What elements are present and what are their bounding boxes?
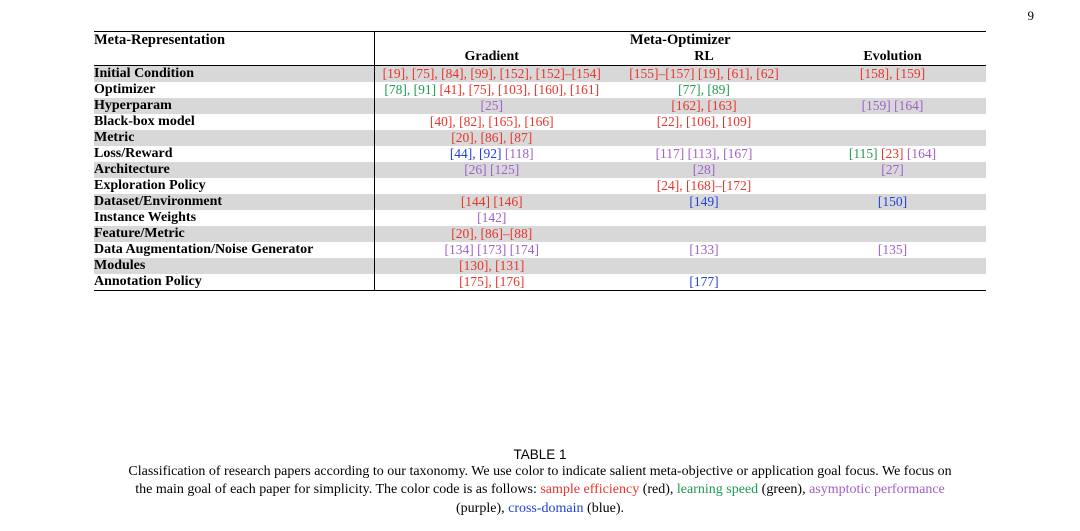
citation-group: [133] (689, 242, 719, 257)
table-row (94, 130, 986, 146)
citation-group: [159] [164] (861, 98, 924, 113)
citation-group: [25] (480, 98, 503, 113)
citation-group: [142] (477, 210, 507, 225)
cell-rl (609, 274, 799, 291)
row-label: Hyperparam (94, 98, 374, 114)
citation-group: [150] (877, 194, 908, 209)
cell-rl (609, 98, 799, 114)
citation-group: [28] (692, 162, 716, 177)
cell-gradient (374, 242, 609, 258)
row-label: Black-box model (94, 114, 195, 129)
taxonomy-table (94, 31, 986, 291)
citation-group: [158], [159] (859, 66, 926, 81)
cell-evolution (799, 178, 986, 194)
cell-rl (609, 178, 799, 194)
row-label: Feature/Metric (94, 226, 374, 242)
caption-line-3-pre: (purple), (456, 500, 509, 516)
row-label: Loss/Reward (94, 146, 173, 161)
citation-group: [19], [61], [62] (697, 66, 779, 81)
caption-learning-speed: learning speed (676, 482, 759, 498)
table-row (94, 66, 986, 83)
caption-asymptotic-performance: asymptotic performance (809, 482, 945, 498)
row-label: Optimizer (94, 82, 156, 97)
table-row (94, 242, 986, 258)
header-meta-optimizer: Meta-Optimizer (374, 32, 986, 50)
citation-group: [40], [82], [165], [166] (429, 114, 554, 129)
page-number: 9 (1027, 8, 1034, 23)
row-label: Architecture (94, 162, 374, 178)
citation-group: [20], [86]–[88] (451, 226, 533, 241)
row-label: Annotation Policy (94, 274, 374, 291)
row-label: Initial Condition (94, 66, 374, 83)
cell-gradient (374, 210, 609, 226)
citation-group: [115] (848, 146, 878, 161)
cell-rl (609, 226, 799, 242)
cell-rl (609, 162, 799, 178)
cell-gradient (374, 130, 609, 146)
citation-group: [22], [106], [109] (656, 114, 752, 129)
table-row (94, 98, 986, 114)
citation-group: [44], [92] (449, 146, 502, 161)
table-row (94, 194, 986, 210)
caption-cross-domain: cross-domain (508, 500, 584, 516)
citation-group: [118] (504, 146, 534, 161)
cell-gradient (374, 82, 609, 98)
citation-group: [175], [176] (459, 274, 525, 289)
caption-mid-2: (green), (758, 482, 810, 498)
cell-gradient (374, 98, 609, 114)
cell-gradient (374, 226, 609, 242)
citation-group: [27] (881, 162, 904, 177)
cell-evolution (799, 274, 986, 291)
table-row (94, 178, 986, 194)
cell-evolution (799, 146, 986, 162)
caption-line-1: Classification of research papers according to our taxonomy. We use color to indicate salient meta-objective or application goal focus. We focus on (128, 464, 952, 479)
citation-group: [130], [131] (459, 258, 525, 273)
row-label: Instance Weights (94, 210, 197, 225)
citation-group: [41], [75], [103], [160], [161] (439, 82, 600, 97)
citation-group: [20], [86], [87] (451, 130, 533, 145)
cell-evolution (799, 66, 986, 83)
cell-rl (609, 114, 799, 130)
cell-evolution (799, 162, 986, 178)
subheader-spacer (94, 49, 374, 66)
citation-group: [19], [75], [84], [99], [152], [152]–[154] (382, 66, 601, 81)
citation-group: [162], [163] (671, 98, 737, 113)
table-row (94, 114, 986, 130)
table-caption-body (34, 463, 1046, 518)
citation-group: [78], [91] (384, 82, 437, 97)
cell-evolution (799, 194, 986, 210)
citation-group: [24], [168]–[172] (656, 178, 752, 193)
citation-group: [134] [173] [174] (444, 242, 539, 257)
caption-line-2-pre: the main goal of each paper for simplicity. The color code is as follows: (135, 482, 541, 498)
citation-group: [117] [113], [167] (655, 146, 753, 161)
cell-rl (609, 66, 799, 83)
cell-gradient (374, 178, 609, 194)
cell-gradient (374, 274, 609, 291)
subheader-evolution: Evolution (799, 49, 986, 66)
cell-gradient (374, 162, 609, 178)
caption-line-3-post: (blue). (583, 500, 624, 516)
cell-rl (609, 194, 799, 210)
table-container (94, 31, 986, 291)
cell-evolution (799, 82, 986, 98)
citation-group: [135] (877, 242, 908, 257)
cell-evolution (799, 242, 986, 258)
table-subheader-row (94, 49, 986, 66)
cell-gradient (374, 258, 609, 274)
cell-gradient (374, 146, 609, 162)
table-row (94, 210, 986, 226)
cell-evolution (799, 210, 986, 226)
caption-mid-1: (red), (639, 482, 677, 498)
table-row (94, 274, 986, 291)
cell-rl (609, 82, 799, 98)
cell-rl (609, 210, 799, 226)
citation-group: [26] [125] (464, 162, 520, 177)
cell-rl (609, 258, 799, 274)
citation-group: [77], [89] (678, 82, 730, 97)
table-row (94, 258, 986, 274)
row-label: Metric (94, 130, 374, 146)
cell-gradient (374, 194, 609, 210)
table-row (94, 146, 986, 162)
cell-rl (609, 242, 799, 258)
table-row (94, 82, 986, 98)
cell-evolution (799, 130, 986, 146)
table-caption-title: TABLE 1 (513, 447, 567, 462)
citation-group: [155]–[157] (629, 66, 695, 81)
row-label: Exploration Policy (94, 178, 206, 193)
cell-evolution (799, 114, 986, 130)
citation-group: [23] (881, 146, 904, 161)
cell-rl (609, 146, 799, 162)
subheader-rl: RL (609, 49, 799, 66)
cell-evolution (799, 258, 986, 274)
caption-sample-efficiency: sample efficiency (540, 482, 640, 498)
cell-gradient (374, 66, 609, 83)
header-meta-representation: Meta-Representation (94, 32, 374, 50)
row-label: Dataset/Environment (94, 194, 374, 210)
row-label: Modules (94, 258, 374, 274)
citation-group: [164] (906, 146, 937, 161)
cell-gradient (374, 114, 609, 130)
cell-rl (609, 130, 799, 146)
citation-group: [177] (689, 274, 719, 289)
table-row (94, 226, 986, 242)
row-label: Data Augmentation/Noise Generator (94, 242, 314, 257)
citation-group: [149] (689, 194, 719, 209)
table-header-row (94, 32, 986, 50)
cell-evolution (799, 226, 986, 242)
subheader-gradient: Gradient (374, 49, 609, 66)
table-row (94, 162, 986, 178)
citation-group: [144] [146] (460, 194, 523, 209)
cell-evolution (799, 98, 986, 114)
